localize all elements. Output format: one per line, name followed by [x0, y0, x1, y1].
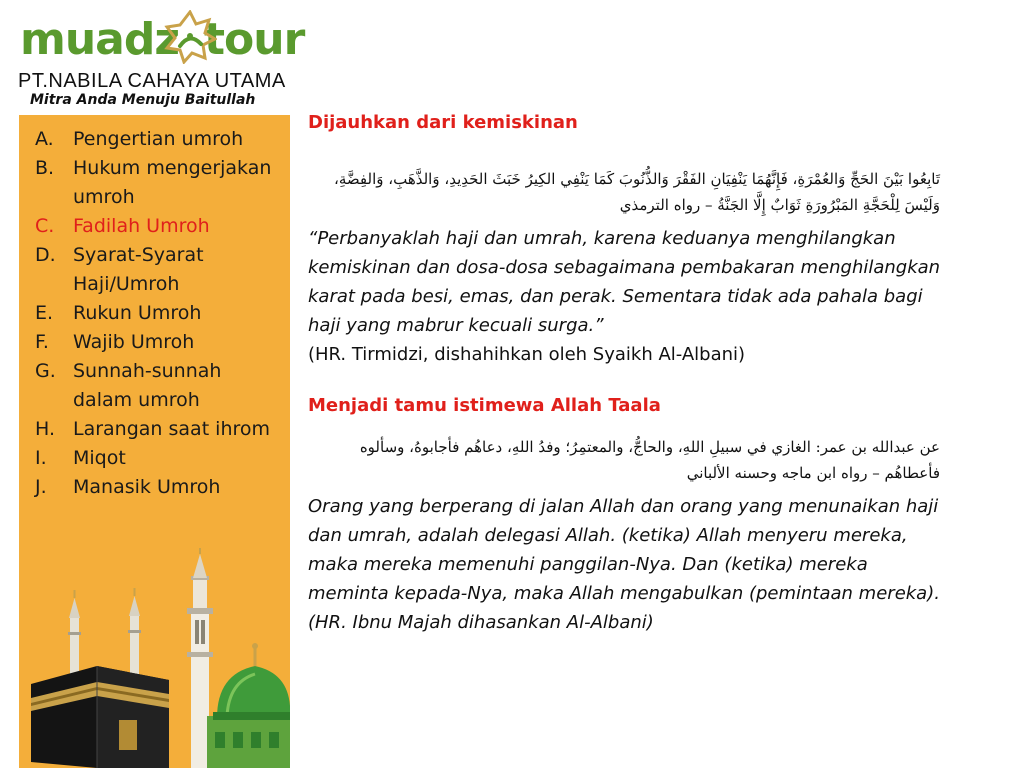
- menu-item-label: Hukum mengerjakan umroh: [73, 157, 272, 208]
- menu-item-key: E.: [35, 302, 54, 324]
- menu-item-larangan[interactable]: [35, 415, 275, 444]
- menu-item-key: D.: [35, 244, 56, 266]
- tagline: Mitra Anda Menuju Baitullah: [30, 92, 256, 108]
- menu-item-syarat[interactable]: [35, 241, 275, 299]
- translation-2: Orang yang berperang di jalan Allah dan orang yang menunaikan haji dan umrah, adalah delegasi Allah. (ketika) Allah menyeru mereka, maka mereka memenuhi panggilan-Nya. Dan (ketika) mereka meminta kepada-Nya, maka Allah mengabulkan (pemintaan mereka).: [308, 496, 940, 604]
- menu-item-label: Wajib Umroh: [73, 331, 195, 353]
- company-name: PT.NABILA CAHAYA UTAMA: [18, 70, 286, 92]
- menu-item-key: C.: [35, 215, 55, 237]
- logo-word-tour: tour: [204, 14, 305, 65]
- menu-item-label: Syarat-Syarat Haji/Umroh: [73, 244, 204, 295]
- kaaba: [31, 666, 169, 768]
- logo-word-muadz: muadz: [20, 14, 179, 65]
- hadith-source-2: (HR. Ibnu Majah dihasankan Al-Albani): [308, 612, 654, 633]
- menu-item-wajib-umroh[interactable]: [35, 328, 275, 357]
- menu-item-key: B.: [35, 157, 55, 179]
- section-heading-kemiskinan: Dijauhkan dari kemiskinan: [308, 112, 578, 133]
- menu-item-rukun-umroh[interactable]: [35, 299, 275, 328]
- menu-item-manasik-umroh[interactable]: [35, 473, 275, 502]
- menu-item-label: Rukun Umroh: [73, 302, 202, 324]
- hadith-source-1: (HR. Tirmidzi, dishahihkan oleh Syaikh Al-Albani): [308, 344, 746, 365]
- menu-item-label: Fadilah Umroh: [73, 215, 210, 237]
- translation-1: “Perbanyaklah haji dan umrah, karena keduanya menghilangkan kemiskinan dan dosa-dosa sebagaimana pembakaran menghilangkan karat pada besi, emas, dan perak. Sementara tidak ada pahala bagi haji yang mabrur kecuali surga.”: [308, 228, 941, 336]
- menu-item-label: Pengertian umroh: [73, 128, 244, 150]
- topic-menu: [35, 125, 275, 502]
- menu-item-fadilah-umroh[interactable]: [35, 212, 275, 241]
- section-heading-tamu-allah: Menjadi tamu istimewa Allah Taala: [308, 395, 661, 416]
- menu-item-sunnah[interactable]: [35, 357, 275, 415]
- main-content: [308, 108, 1008, 637]
- menu-item-key: J.: [35, 476, 47, 498]
- menu-item-key: A.: [35, 128, 54, 150]
- minaret-middle: [128, 588, 141, 678]
- menu-item-pengertian-umroh[interactable]: [35, 125, 275, 154]
- brand-logo: [16, 8, 305, 108]
- arabic-hadith-1: تَابِعُوا بَيْنَ الحَجِّ وَالعُمْرَةِ، فَإِنَّهُمَا يَنْفِيَانِ الفَقْرَ وَالذُّنُوبَ كَمَا يَنْفِي الكِيرُ خَبَثَ الحَدِيدِ، وَالذَّهَبِ، وَالفِضَّةِ، وَلَيْسَ لِلْحَجَّةِ المَبْرُورَةِ ثَوَابٌ إِلَّا الجَنَّةُ – رواه الترمذي: [334, 170, 940, 214]
- menu-item-key: F.: [35, 331, 49, 353]
- menu-item-hukum[interactable]: [35, 154, 275, 212]
- menu-item-key: G.: [35, 360, 56, 382]
- menu-item-key: H.: [35, 418, 55, 440]
- kaaba-mosque-illustration: [19, 548, 290, 768]
- menu-item-label: Larangan saat ihrom: [73, 418, 271, 440]
- sidebar: [19, 115, 290, 768]
- minaret-left: [68, 590, 81, 678]
- arabic-hadith-2: عن عبدالله بن عمر: الغازي في سبيلِ اللهِ، والحاجُّ، والمعتمِرُ؛ وفدُ اللهِ، دعاهُم فأجابوهُ، وسألوه فأعطاهُم – رواه ابن ماجه وحسنه الألباني: [359, 438, 940, 482]
- menu-item-label: Sunnah-sunnah dalam umroh: [73, 360, 222, 411]
- green-dome: [207, 643, 290, 768]
- star-icon: [163, 10, 217, 64]
- menu-item-miqot[interactable]: [35, 444, 275, 473]
- menu-item-key: I.: [35, 447, 47, 469]
- menu-item-label: Miqot: [73, 447, 126, 469]
- menu-item-label: Manasik Umroh: [73, 476, 221, 498]
